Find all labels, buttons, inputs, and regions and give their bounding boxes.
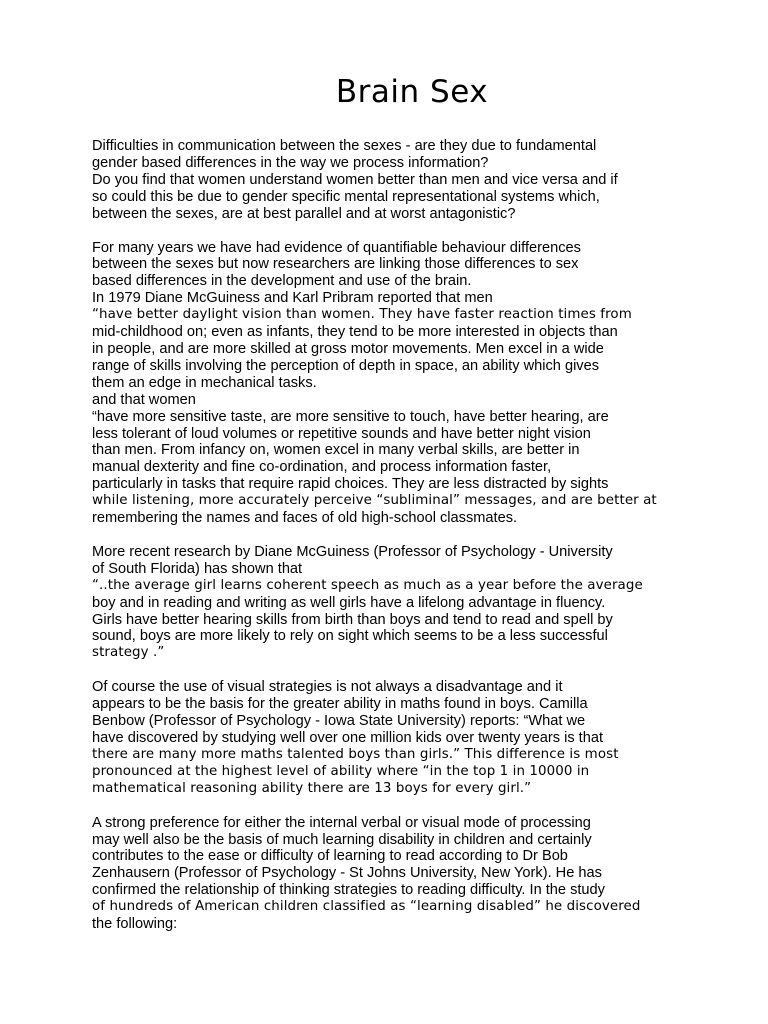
- text-line: so could this be due to gender specific mental representational systems which,: [92, 188, 600, 205]
- text-line: between the sexes, are at best parallel and at worst antagonistic?: [92, 205, 516, 222]
- text-line: “have more sensitive taste, are more sensitive to touch, have better hearing, are: [92, 408, 609, 425]
- text-line: of South Florida) has shown that: [92, 560, 303, 577]
- paragraph: [92, 815, 692, 933]
- document-body: [92, 138, 692, 933]
- text-line: “have better daylight vision than women. They have faster reaction times from: [92, 307, 632, 323]
- text-line: contributes to the ease or difficulty of learning to read according to Dr Bob: [92, 848, 568, 865]
- paragraph: [92, 138, 692, 223]
- text-line: More recent research by Diane McGuiness (Professor of Psychology - University: [92, 543, 613, 560]
- text-line: range of skills involving the perception of depth in space, an ability which gives: [92, 357, 600, 374]
- text-line: mathematical reasoning ability there are 13 boys for every girl.”: [92, 780, 532, 796]
- text-line: particularly in tasks that require rapid choices. They are less distracted by sights: [92, 476, 609, 493]
- text-line: gender based differences in the way we process information?: [92, 154, 489, 171]
- paragraph: [92, 240, 692, 527]
- text-line: pronounced at the highest level of ability where “in the top 1 in 10000 in: [92, 763, 590, 779]
- text-line: Do you find that women understand women better than men and vice versa and if: [92, 171, 618, 188]
- text-line: Girls have better hearing skills from birth than boys and tend to read and spell by: [92, 611, 613, 628]
- text-line: of hundreds of American children classified as “learning disabled” he discovered: [92, 899, 641, 915]
- text-line: than men. From infancy on, women excel in many verbal skills, are better in: [92, 442, 580, 459]
- paragraph: [92, 544, 692, 662]
- text-line: the following:: [92, 916, 178, 933]
- text-line: Difficulties in communication between the sexes - are they due to fundamental: [92, 138, 597, 154]
- text-line: “..the average girl learns coherent speech as much as a year before the average: [92, 577, 643, 593]
- text-line: while listening, more accurately perceive “subliminal” messages, and are better at: [92, 493, 657, 509]
- document-title: Brain Sex: [335, 74, 489, 110]
- text-line: appears to be the basis for the greater ability in maths found in boys. Camilla: [92, 696, 588, 713]
- text-line: between the sexes but now researchers are linking those differences to sex: [92, 256, 579, 273]
- text-line: Zenhausern (Professor of Psychology - St Johns University, New York). He has: [92, 865, 602, 882]
- text-line: in people, and are more skilled at gross motor movements. Men excel in a wide: [92, 340, 604, 357]
- text-line: For many years we have had evidence of quantifiable behaviour differences: [92, 239, 581, 256]
- text-line: mid-childhood on; even as infants, they tend to be more interested in objects than: [92, 324, 618, 341]
- text-line: sound, boys are more likely to rely on sight which seems to be a less successful: [92, 628, 608, 645]
- text-line: boy and in reading and writing as well girls have a lifelong advantage in fluency.: [92, 594, 606, 611]
- text-line: Benbow (Professor of Psychology - Iowa State University) reports: “What we: [92, 713, 586, 730]
- text-line: Of course the use of visual strategies is not always a disadvantage and it: [92, 679, 563, 696]
- text-line: less tolerant of loud volumes or repetitive sounds and have better night vision: [92, 425, 591, 442]
- text-line: there are many more maths talented boys than girls.” This difference is most: [92, 746, 619, 762]
- text-line: A strong preference for either the internal verbal or visual mode of processing: [92, 814, 591, 831]
- text-line: them an edge in mechanical tasks.: [92, 374, 317, 391]
- paragraph: [92, 679, 692, 797]
- text-line: have discovered by studying well over one million kids over twenty years is that: [92, 730, 604, 746]
- text-line: based differences in the development and use of the brain.: [92, 273, 472, 290]
- text-line: and that women: [92, 391, 196, 408]
- text-line: In 1979 Diane McGuiness and Karl Pribram reported that men: [92, 290, 493, 307]
- text-line: may well also be the basis of much learning disability in children and certainly: [92, 831, 592, 848]
- text-line: manual dexterity and fine co-ordination, and process information faster,: [92, 459, 552, 476]
- text-line: strategy .”: [92, 645, 165, 661]
- text-line: confirmed the relationship of thinking strategies to reading difficulty. In the study: [92, 882, 605, 899]
- text-line: remembering the names and faces of old high-school classmates.: [92, 510, 518, 527]
- document-page: [92, 70, 692, 950]
